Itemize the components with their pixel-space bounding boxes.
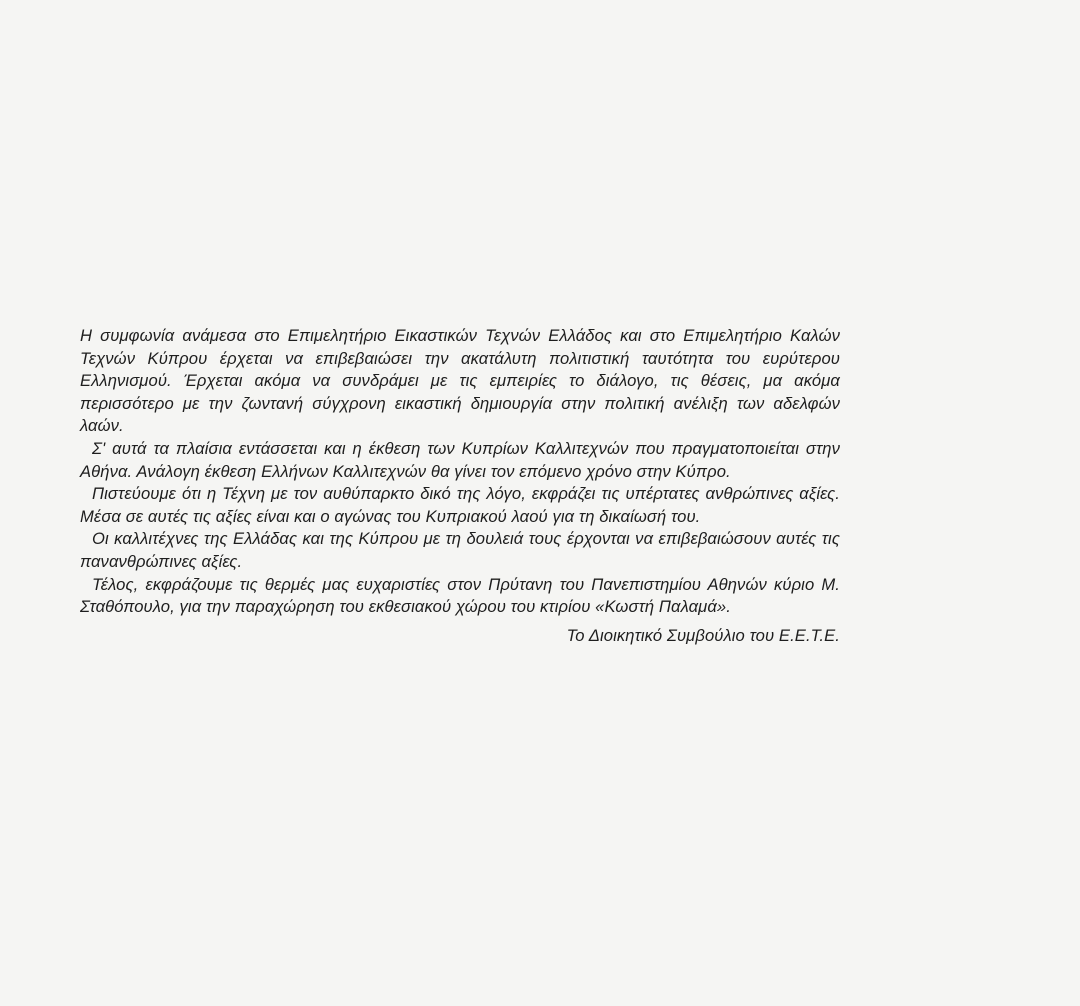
- paragraph-thanks: Τέλος, εκφράζουμε τις θερμές μας ευχαριστίες στον Πρύτανη του Πανεπιστημίου Αθηνών κύριο Μ. Σταθόπουλο, για την παραχώρηση του εκθεσιακού χώρου του κτιρίου «Κωστή Παλαμά».: [80, 574, 840, 617]
- paragraph-agreement: Η συμφωνία ανάμεσα στο Επιμελητήριο Εικαστικών Τεχνών Ελλάδος και στο Επιμελητήριο Καλών Τεχνών Κύπρου έρχεται να επιβεβαιώσει την ακατάλυτη πολιτιστική ταυτότητα του ευρύτερου Ελληνισμού. Έρχεται ακόμα να συνδράμει με τις εμπειρίες το διάλογο, τις θέσεις, μα ακόμα περισσότερο με την ζωντανή σύγχρονη εικαστική δημιουργία στην πολιτική ανέλιξη των αδελφών λαών.: [80, 326, 840, 436]
- paragraph-art-values: Πιστεύουμε ότι η Τέχνη με τον αυθύπαρκτο δικό της λόγο, εκφράζει τις υπέρτατες ανθρώπινες αξίες. Μέσα σε αυτές τις αξίες είναι και ο αγώνας του Κυπριακού λαού για τη δικαίωσή του.: [80, 484, 840, 526]
- paragraph-artists: Οι καλλιτέχνες της Ελλάδας και της Κύπρου με τη δουλειά τους έρχονται να επιβεβαιώσουν αυτές τις πανανθρώπινες αξίες.: [80, 529, 840, 571]
- letter-body: [80, 325, 840, 647]
- signature: Το Διοικητικό Συμβούλιο του Ε.Ε.Τ.Ε.: [566, 625, 840, 645]
- paragraph-exhibition: Σ' αυτά τα πλαίσια εντάσσεται και η έκθεση των Κυπρίων Καλλιτεχνών που πραγματοποιείται στην Αθήνα. Ανάλογη έκθεση Ελλήνων Καλλιτεχνών θα γίνει τον επόμενο χρόνο στην Κύπρο.: [80, 438, 840, 481]
